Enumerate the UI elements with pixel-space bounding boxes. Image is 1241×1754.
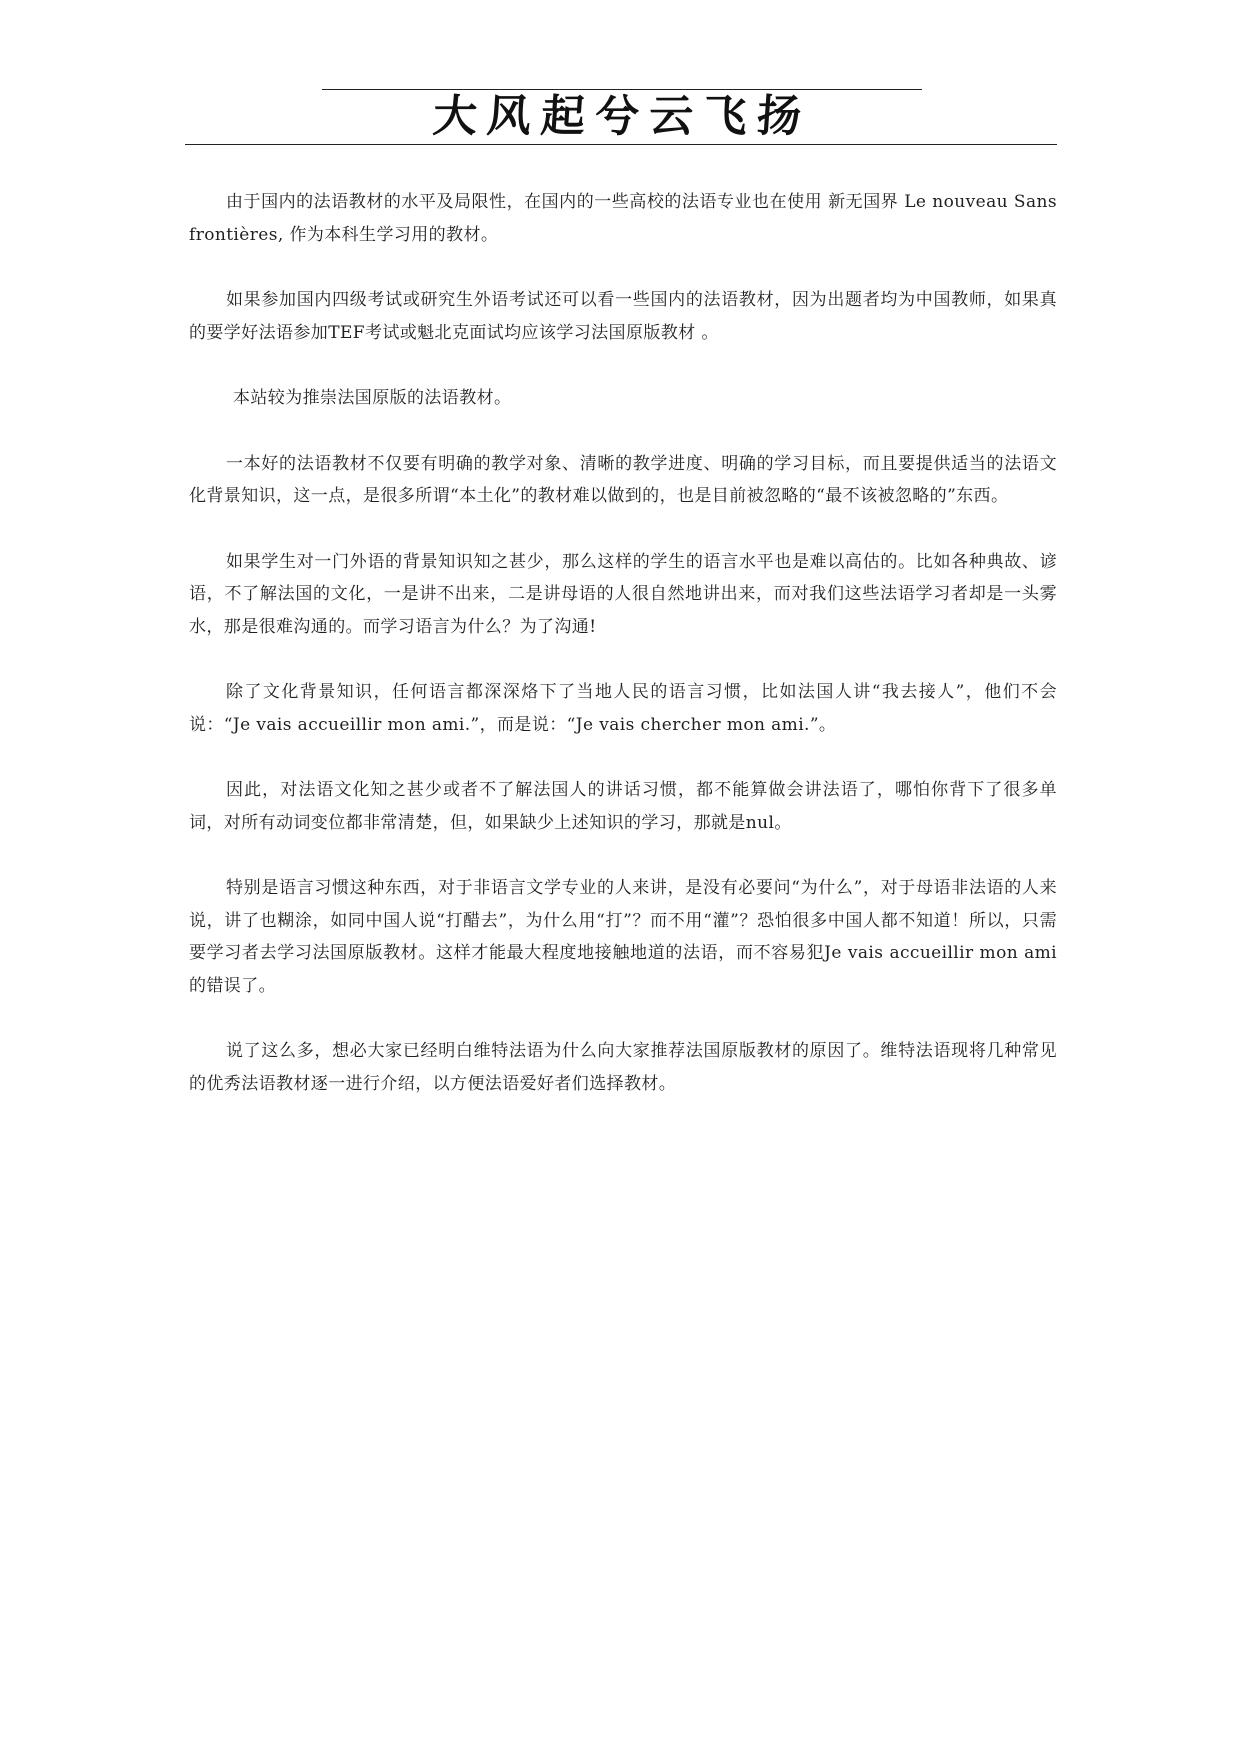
paragraph-9: 说了这么多，想必大家已经明白维特法语为什么向大家推荐法国原版教材的原因了。维特法语现将几种常见的优秀法语教材逐一进行介绍，以方便法语爱好者们选择教材。 (189, 1041, 1057, 1094)
header-top-rule (322, 89, 922, 90)
document-body (189, 186, 1057, 1133)
paragraph-5: 如果学生对一门外语的背景知识知之甚少，那么这样的学生的语言水平也是难以高估的。比如各种典故、谚语，不了解法国的文化，一是讲不出来，二是讲母语的人很自然地讲出来，而对我们这些法语学习者却是一头雾水，那是很难沟通的。而学习语言为什么？为了沟通! (189, 551, 1057, 637)
paragraph-7: 因此，对法语文化知之甚少或者不了解法国人的讲话习惯，都不能算做会讲法语了，哪怕你背下了很多单词，对所有动词变位都非常清楚，但，如果缺少上述知识的学习，那就是nul。 (189, 780, 1057, 833)
paragraph-2: 如果参加国内四级考试或研究生外语考试还可以看一些国内的法语教材，因为出题者均为中国教师，如果真的要学好法语参加TEF考试或魁北克面试均应该学习法国原版教材 。 (189, 290, 1057, 343)
paragraph-8: 特别是语言习惯这种东西，对于非语言文学专业的人来讲，是没有必要问“为什么”，对于母语非法语的人来说，讲了也糊涂，如同中国人说“打醋去”，为什么用“打”？而不用“灌”？恐怕很多中国人都不知道！所以，只需要学习者去学习法国原版教材。这样才能最大程度地接触地道的法语，而不容易犯Je vais accueillir mon ami的错误了。 (189, 878, 1057, 996)
paragraph-4: 一本好的法语教材不仅要有明确的教学对象、清晰的教学进度、明确的学习目标，而且要提供适当的法语文化背景知识，这一点，是很多所谓“本土化”的教材难以做到的，也是目前被忽略的“最不该被忽略的”东西。 (189, 453, 1057, 506)
header-bottom-rule (185, 144, 1057, 145)
paragraph-1: 由于国内的法语教材的水平及局限性，在国内的一些高校的法语专业也在使用 新无国界 Le nouveau Sans frontières, 作为本科生学习用的教材。 (189, 192, 1057, 245)
paragraph-6: 除了文化背景知识，任何语言都深深烙下了当地人民的语言习惯，比如法国人讲“我去接人”，他们不会说：“Je vais accueillir mon ami.”，而是说：“Je vais chercher mon ami.”。 (189, 682, 1057, 735)
paragraph-3: 本站较为推崇法国原版的法语教材。 (233, 388, 512, 408)
page-title: 大风起兮云飞扬 (431, 91, 813, 142)
